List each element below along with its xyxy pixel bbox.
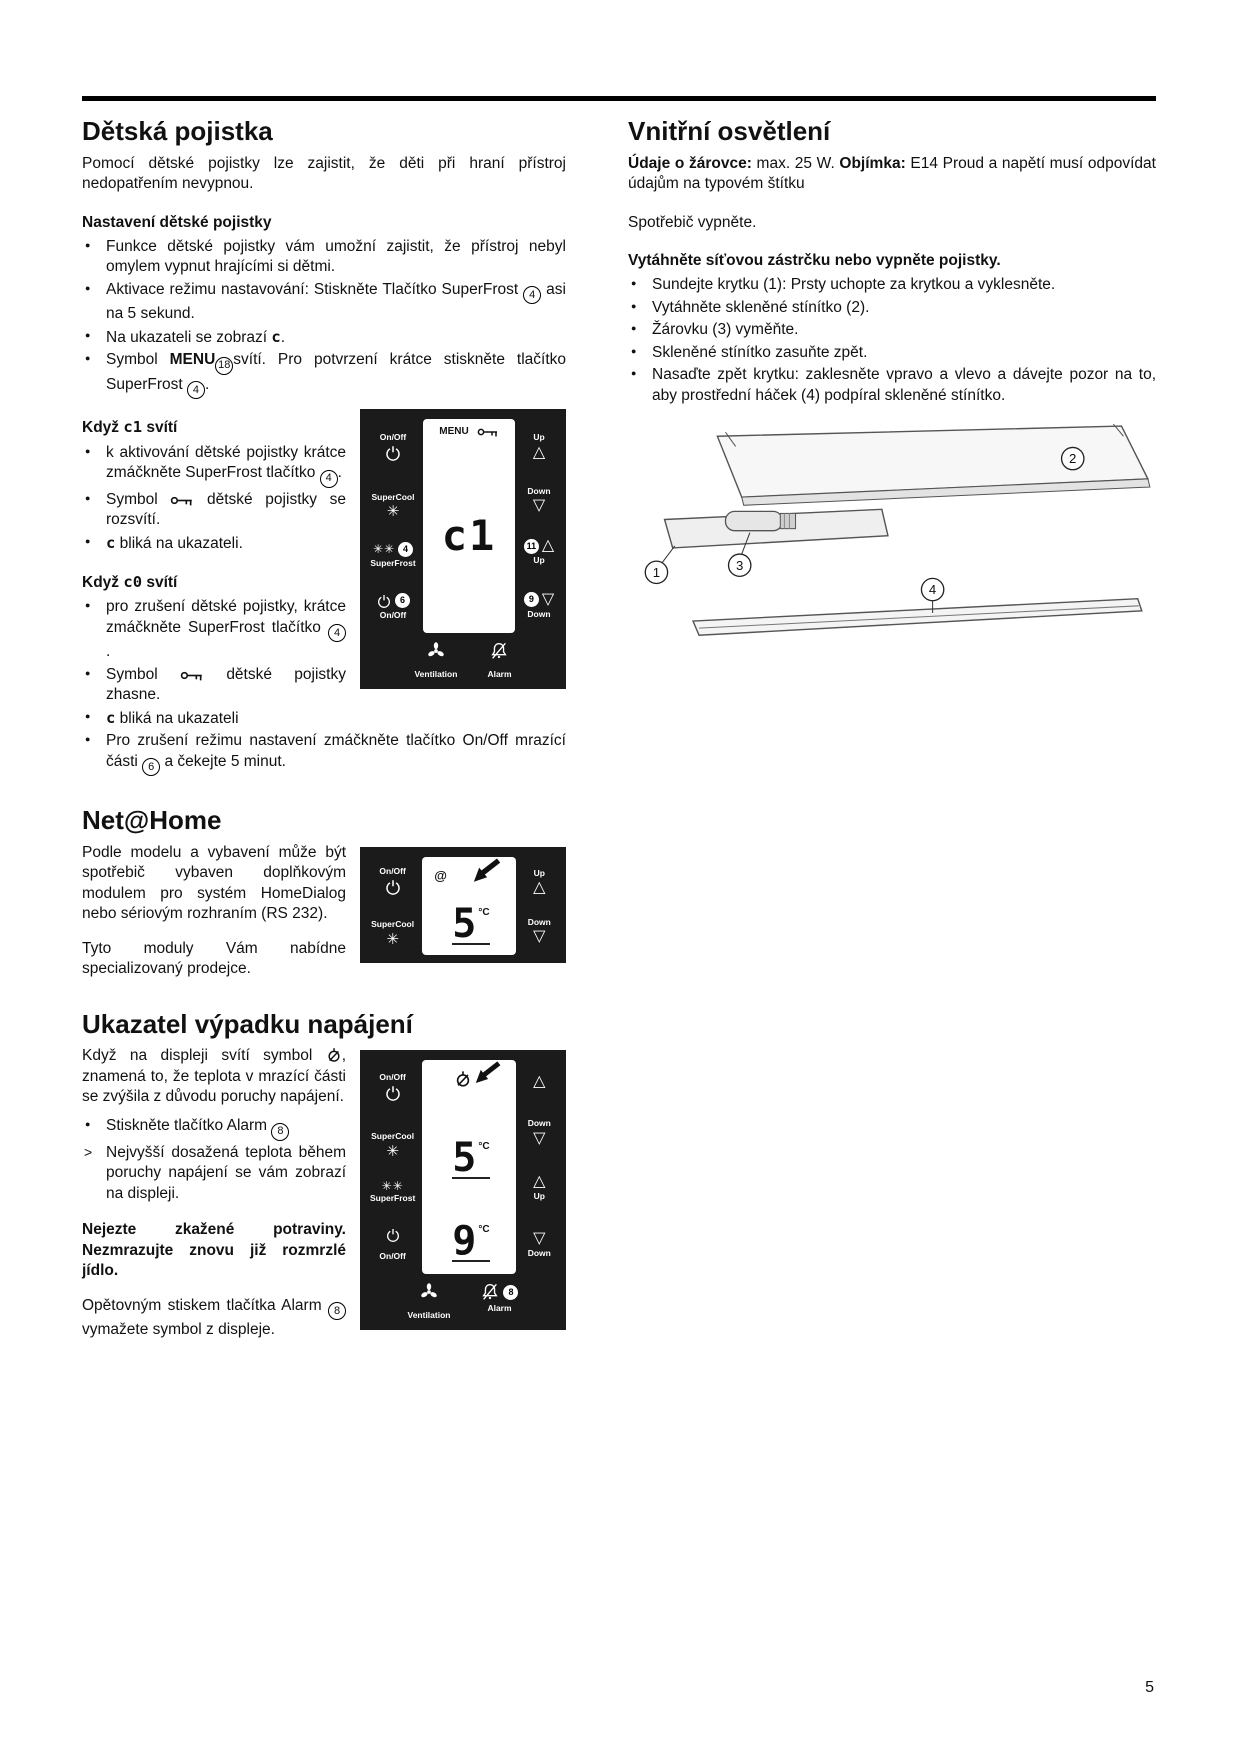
up-label: Up — [533, 1191, 545, 1202]
triangle-up-icon: △ — [532, 443, 546, 461]
down-button — [528, 916, 551, 945]
down-label: Down — [527, 916, 551, 927]
result-marker: > — [84, 1143, 93, 1160]
power-failure-list — [82, 1116, 566, 1204]
up-label: Up — [533, 432, 545, 443]
circled-number-4: 4 — [320, 470, 338, 488]
bullet-text: Nejvyšší dosažená teplota během poruchy napájení se vám zobrazí na displeji. — [106, 1143, 346, 1202]
triangle-up-icon: △ — [533, 1072, 546, 1090]
menu-indicator: MENU — [439, 426, 469, 438]
on-off-label: On/Off — [379, 609, 407, 620]
bullet-text: bliká na ukazateli — [119, 709, 239, 727]
freezer-on-off-button — [379, 1227, 405, 1263]
specs-label: Údaje o žárovce: — [628, 154, 752, 172]
power-icon — [384, 1084, 402, 1102]
bullet-text: Aktivace režimu nastavování: Stiskněte Tlačítko SuperFrost — [106, 280, 519, 298]
lamp-diagram-drawing — [628, 420, 1156, 664]
display-value: 5 — [452, 900, 477, 947]
display-value-bottom: 9 — [452, 1218, 477, 1265]
snowflake-icon: ✳ — [386, 503, 400, 521]
specs-label: Objímka: — [839, 154, 906, 172]
triangle-down-icon: ▽ — [533, 1129, 546, 1147]
intro-text: Když na displeji svítí symbol — [82, 1047, 313, 1065]
bulb-specs — [628, 154, 1156, 195]
child-lock-setup-list — [82, 237, 566, 399]
specs-text: max. 25 W. — [756, 154, 835, 172]
panel-circled-11: 11 — [524, 539, 539, 554]
net-home-paragraph: Tyto moduly Vám nabídne specializovaný prodejce. — [82, 939, 346, 978]
diagram-number-3 — [729, 554, 751, 576]
list-item — [82, 327, 566, 348]
segment-c-symbol: c — [271, 327, 281, 346]
bullet-text: svítí. Pro potvrzení krátce stiskněte tlačítko SuperFrost — [106, 351, 566, 393]
diagram-number-4 — [921, 579, 943, 601]
on-off-label: On/Off — [379, 431, 407, 442]
bullet-text: Symbol — [106, 490, 158, 508]
spoiled-food-warning: Nejezte zkažené potraviny. Nezmrazujte znovu již rozmrzlé jídlo. — [82, 1221, 346, 1280]
segment-c-symbol: c — [106, 533, 116, 552]
list-item — [82, 597, 566, 662]
circled-number-6: 6 — [142, 758, 160, 776]
page-number: 5 — [1145, 1678, 1154, 1696]
segment-c0-symbol: c0 — [123, 573, 143, 592]
list-item — [628, 343, 1156, 363]
panel-circled-6: 6 — [395, 593, 410, 608]
list-item — [82, 490, 566, 531]
bullet-text: bliká na ukazateli. — [119, 534, 243, 552]
lamp-assembly-diagram — [628, 420, 1156, 664]
diagram-number-1 — [645, 561, 667, 583]
power-failure-icon — [326, 1047, 342, 1063]
alarm-label: Alarm — [487, 1303, 512, 1314]
net-home-paragraph: Podle modelu a vybavení může být spotřebič vybaven doplňkovým modulem pro systém HomeDialog nebo sériovým rozhraním (RS 232). — [82, 843, 346, 923]
svg-text:4: 4 — [928, 582, 937, 598]
celsius-unit: °C — [478, 906, 490, 918]
right-column — [628, 117, 1156, 664]
bullet-text: asi na 5 sekund. — [106, 280, 566, 323]
circled-number-8: 8 — [328, 1302, 346, 1320]
bullet-text: Symbol — [106, 665, 158, 683]
panel-circled-9: 9 — [524, 592, 539, 607]
list-item — [82, 280, 566, 325]
lighting-steps-list — [628, 275, 1156, 406]
bullet-text: Nasaďte zpět krytku: zaklesněte vpravo a vlevo a dávejte pozor na to, aby prostřední háček (4) podpíral skleněné stínítko. — [652, 366, 1156, 404]
control-panel-net-home — [360, 847, 566, 963]
bullet-text: Symbol — [106, 351, 158, 369]
triangle-down-icon: ▽ — [533, 1229, 546, 1247]
ventilation-button — [408, 1282, 451, 1322]
bullet-text: . — [337, 464, 342, 482]
svg-text:3: 3 — [736, 557, 744, 573]
when-c1-list — [82, 443, 566, 557]
circled-number-8: 8 — [271, 1123, 289, 1141]
snowflake-icon: ✳ — [386, 1142, 399, 1160]
bullet-text: Funkce dětské pojistky vám umožní zajistit, že přístroj nebyl omylem vypnut hrajícími si dětmi. — [106, 237, 566, 276]
segment-c1-symbol: c1 — [123, 418, 143, 437]
display-value-top: 5 — [452, 1135, 477, 1182]
superfrost-label: SuperFrost — [370, 557, 416, 568]
superfrost-icon: ✳✳ — [372, 542, 396, 557]
on-off-button — [379, 865, 405, 903]
bullet-text: dětské pojistky zhasne. — [106, 665, 346, 704]
bullet-text: pro zrušení dětské pojistky, krátce zmáčkněte SuperFrost tlačítko — [106, 598, 346, 636]
power-icon — [384, 878, 402, 896]
snowflake-icon: ✳ — [386, 930, 399, 948]
bullet-text: Vytáhněte skleněné stínítko (2). — [652, 298, 870, 316]
list-item — [628, 320, 1156, 340]
on-off-button — [379, 1071, 405, 1109]
bullet-text: k aktivování dětské pojistky krátce zmáčkněte SuperFrost tlačítko — [106, 443, 346, 482]
bullet-text: . — [280, 328, 286, 346]
segment-c-symbol: c — [106, 708, 116, 727]
display-value: c1 — [441, 511, 497, 561]
supercool-label: SuperCool — [371, 491, 415, 502]
bullet-text: Na ukazateli se zobrazí — [106, 328, 268, 346]
heading-text: svítí — [146, 574, 178, 592]
triangle-down-icon: ▽ — [541, 590, 555, 608]
list-item — [82, 731, 566, 776]
list-item — [628, 298, 1156, 318]
down-label: Down — [527, 608, 551, 619]
circled-number-18: 18 — [215, 357, 233, 375]
alarm-bell-icon — [480, 1282, 500, 1302]
menu-word: MENU — [169, 351, 216, 369]
triangle-up-icon: △ — [533, 878, 546, 896]
list-item — [628, 365, 1156, 406]
up-label: Up — [533, 867, 545, 878]
on-off-label: On/Off — [379, 1071, 406, 1082]
freezer-down-button — [528, 1231, 551, 1260]
specs-text: E14 Proud a napětí musí odpovídat údajům na typovém štítku — [628, 154, 1156, 193]
bullet-text: dětské pojistky se rozsvítí. — [106, 490, 347, 529]
celsius-unit: °C — [478, 1141, 490, 1153]
alarm-button — [480, 1282, 518, 1322]
on-off-label: On/Off — [379, 1250, 406, 1261]
pointer-arrow-icon — [472, 1060, 506, 1088]
top-rule — [82, 96, 1156, 101]
panel-circled-4: 4 — [398, 542, 413, 557]
bullet-text: a čekejte 5 minut. — [164, 752, 286, 770]
heading-net-home: Net@Home — [82, 805, 222, 836]
bullet-text: Stiskněte tlačítko Alarm — [106, 1117, 268, 1135]
heading-text: Když — [82, 419, 120, 437]
key-icon — [477, 426, 499, 438]
bullet-text: Pro zrušení režimu nastavení zmáčkněte tlačítko On/Off mrazící části — [106, 732, 566, 770]
heading-text: svítí — [146, 419, 178, 437]
list-item — [82, 1116, 566, 1141]
list-item — [82, 708, 566, 729]
list-item — [82, 350, 566, 399]
outro-text: vymažete symbol z displeje. — [82, 1321, 275, 1339]
switch-off-note: Spotřebič vypněte. — [628, 213, 757, 231]
up-button — [533, 1074, 545, 1090]
list-item — [82, 665, 566, 706]
bullet-text: . — [106, 643, 111, 661]
ventilation-label: Ventilation — [414, 668, 458, 679]
heading-child-lock-setup: Nastavení dětské pojistky — [82, 213, 272, 231]
when-c0-list — [82, 597, 566, 776]
diagram-number-2 — [1062, 448, 1084, 470]
circled-number-4: 4 — [187, 381, 205, 399]
list-item — [82, 533, 566, 557]
bullet-text: . — [204, 375, 210, 393]
superfrost-icon: ✳✳ — [381, 1179, 404, 1194]
supercool-label: SuperCool — [371, 1131, 415, 1142]
temperature-readout — [452, 900, 490, 947]
power-failure-icon — [454, 1070, 472, 1088]
heading-text: Když — [82, 574, 120, 592]
down-label: Down — [527, 1247, 551, 1258]
triangle-down-icon: ▽ — [532, 497, 546, 515]
svg-text:2: 2 — [1069, 451, 1077, 467]
celsius-unit: °C — [478, 1224, 490, 1236]
down-label: Down — [527, 1118, 551, 1129]
supercool-label: SuperCool — [371, 919, 415, 930]
heading-child-lock: Dětská pojistka — [82, 116, 273, 146]
up-label: Up — [533, 555, 545, 566]
intro-text: , znamená to, že teplota v mrazící části se zvýšila z důvodu poruchy napájení. — [82, 1047, 346, 1106]
triangle-up-icon: △ — [533, 1173, 546, 1191]
fan-icon — [419, 1282, 439, 1302]
list-item — [628, 275, 1156, 295]
result-item — [82, 1143, 566, 1204]
left-column — [82, 117, 566, 1350]
up-button — [533, 867, 545, 896]
svg-text:1: 1 — [652, 564, 661, 580]
alarm-label: Alarm — [487, 668, 512, 679]
on-off-label: On/Off — [379, 865, 406, 876]
key-icon — [180, 669, 204, 682]
bullet-text: Sundejte krytku (1): Prsty uchopte za krytkou a vyklesněte. — [652, 276, 1056, 294]
heading-interior-lighting: Vnitřní osvětlení — [628, 116, 831, 146]
heading-power-failure: Ukazatel výpadku napájení — [82, 1008, 413, 1039]
key-icon — [170, 494, 194, 507]
superfrost-label: SuperFrost — [369, 1193, 416, 1204]
circled-number-4: 4 — [523, 286, 541, 304]
at-sign-indicator: @ — [434, 867, 447, 883]
freezer-temperature-readout — [452, 1218, 490, 1265]
outro-text: Opětovným stiskem tlačítka Alarm — [82, 1296, 322, 1314]
triangle-down-icon: ▽ — [533, 927, 546, 945]
list-item — [82, 443, 566, 488]
power-icon — [385, 1227, 401, 1243]
down-label: Down — [527, 485, 551, 496]
pointer-arrow-icon — [470, 857, 506, 887]
triangle-up-icon: △ — [541, 537, 555, 555]
circled-number-4: 4 — [328, 624, 346, 642]
list-item — [82, 237, 566, 278]
panel-circled-8: 8 — [503, 1285, 518, 1300]
child-lock-intro: Pomocí dětské pojistky lze zajistit, že děti při hraní přístroj nedopatřením nevypnou. — [82, 154, 566, 193]
ventilation-label: Ventilation — [407, 1309, 451, 1320]
bullet-text: Žárovku (3) vyměňte. — [652, 321, 799, 339]
bullet-text: Skleněné stínítko zasuňte zpět. — [652, 343, 868, 361]
panel-display — [422, 857, 515, 955]
unplug-instruction: Vytáhněte síťovou zástrčku nebo vypněte pojistky. — [628, 251, 1001, 269]
supercool-button — [371, 918, 414, 946]
